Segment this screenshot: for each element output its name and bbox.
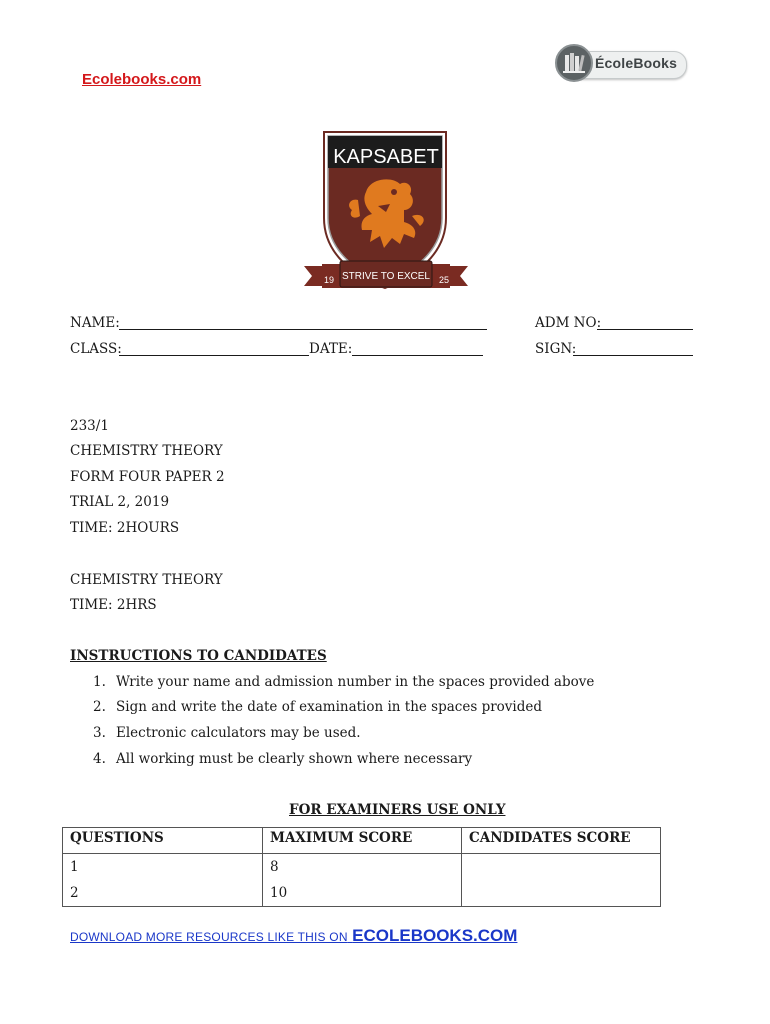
- question-number: 1: [70, 859, 79, 875]
- exam-code: 233/1: [70, 418, 109, 434]
- name-field[interactable]: [119, 329, 487, 330]
- max-score-value: 8: [270, 859, 279, 875]
- instruction-number: 3.: [93, 725, 106, 741]
- table-header-row: [63, 828, 661, 854]
- max-score-cell: [263, 854, 462, 907]
- instruction-number: 2.: [93, 699, 106, 715]
- candidates-score-cell[interactable]: [462, 854, 661, 907]
- crest-year-left: 19: [323, 275, 335, 285]
- school-crest: [300, 126, 472, 298]
- sign-field[interactable]: [573, 355, 693, 356]
- crest-name: KAPSABET: [333, 146, 439, 168]
- instruction-number: 4.: [93, 751, 106, 767]
- instruction-item: Electronic calculators may be used.: [116, 725, 361, 741]
- ecolebooks-logo-text: ÉcoleBooks: [595, 55, 678, 71]
- adm-no-label: ADM NO:: [535, 315, 602, 331]
- books-icon: [555, 44, 593, 82]
- footer-prefix: DOWNLOAD MORE RESOURCES LIKE THIS ON: [70, 930, 348, 944]
- examiners-title: FOR EXAMINERS USE ONLY: [289, 802, 506, 818]
- column-header-candidates-score: CANDIDATES SCORE: [462, 828, 661, 854]
- crest-year-right: 25: [438, 275, 450, 285]
- ecolebooks-link[interactable]: Ecolebooks.com: [82, 71, 202, 88]
- max-score-value: 10: [270, 885, 288, 901]
- exam-time-repeat: TIME: 2HRS: [70, 597, 157, 613]
- date-field[interactable]: [352, 355, 483, 356]
- score-table: [62, 827, 661, 907]
- instruction-item: Write your name and admission number in the spaces provided above: [116, 674, 595, 690]
- date-label: DATE:: [309, 341, 353, 357]
- exam-time: TIME: 2HOURS: [70, 520, 180, 536]
- instruction-item: All working must be clearly shown where necessary: [116, 751, 473, 767]
- footer-site: ECOLEBOOKS.COM: [352, 926, 518, 945]
- exam-paper: FORM FOUR PAPER 2: [70, 469, 225, 485]
- exam-subject: CHEMISTRY THEORY: [70, 443, 223, 459]
- sign-label: SIGN:: [535, 341, 577, 357]
- exam-trial: TRIAL 2, 2019: [70, 494, 170, 510]
- questions-cell: [63, 854, 263, 907]
- column-header-max-score: MAXIMUM SCORE: [263, 828, 462, 854]
- instruction-number: 1.: [93, 674, 106, 690]
- name-label: NAME:: [70, 315, 120, 331]
- question-number: 2: [70, 885, 79, 901]
- crest-motto: STRIVE TO EXCEL: [342, 271, 430, 282]
- table-row: [63, 854, 661, 907]
- instruction-item: Sign and write the date of examination in the spaces provided: [116, 699, 543, 715]
- class-field[interactable]: [119, 355, 309, 356]
- class-label: CLASS:: [70, 341, 122, 357]
- ecolebooks-logo: [555, 44, 687, 84]
- instructions-heading: INSTRUCTIONS TO CANDIDATES: [70, 648, 327, 664]
- column-header-questions: QUESTIONS: [63, 828, 263, 854]
- download-footer-link[interactable]: [70, 926, 517, 946]
- exam-subject-repeat: CHEMISTRY THEORY: [70, 572, 223, 588]
- adm-no-field[interactable]: [597, 329, 693, 330]
